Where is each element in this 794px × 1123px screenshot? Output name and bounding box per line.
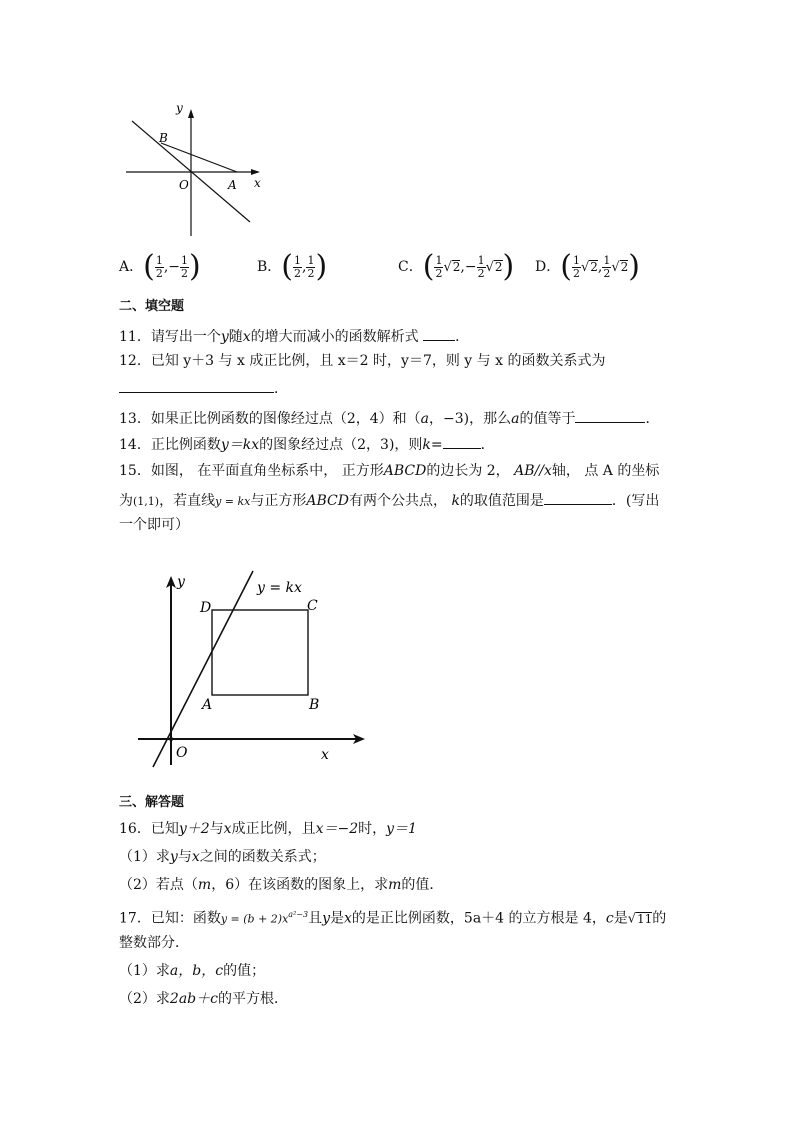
q17-root: 11	[637, 911, 653, 926]
question-17: 17．已知：函数$y = (b + 2)x^{a^2-3}$且y是x的是正比例函数，5a＋4 的立方根是 4，c是√11的	[119, 910, 667, 927]
option-c-x-root: 2	[452, 260, 461, 274]
q17-line1-a: 17．已知：函数	[119, 910, 221, 927]
question-16	[119, 820, 417, 838]
q16-sub2-m: m	[197, 877, 212, 893]
question-12-line-2	[119, 378, 288, 398]
question-13	[119, 408, 659, 428]
label-o: O	[176, 745, 188, 761]
q13-var-a: a	[420, 411, 429, 427]
q17-sub1-a: （1）求	[119, 963, 170, 979]
q14-text-b: 的图象经过点（2，3)，则	[259, 437, 423, 453]
q15-abcd: ABCD	[383, 463, 427, 479]
q17-line1-b: 且	[308, 910, 323, 927]
q16-line1-c: 成正比例，且	[231, 821, 316, 837]
option-d-x-root: 2	[590, 260, 598, 274]
q13-text-c: 的值等于	[519, 411, 576, 427]
label-x: x	[254, 176, 261, 190]
q11-end: ．	[455, 329, 470, 345]
label-y: y	[176, 101, 183, 115]
option-d-x-num: 1	[572, 253, 580, 267]
q11-answer-blank[interactable]	[423, 326, 455, 341]
option-d-y-root: 2	[620, 260, 629, 274]
option-b-x-num: 1	[294, 253, 302, 267]
q16-expr1: y＋2	[178, 821, 210, 837]
option-b-x-den: 2	[294, 266, 302, 280]
question-11	[119, 326, 469, 346]
label-x: x	[321, 747, 329, 763]
option-b-y-num: 1	[307, 253, 315, 267]
option-a[interactable]: A．( $\frac{1}{2}$ ,− $\frac{1}{2}$ )	[119, 249, 201, 284]
q14-answer-blank[interactable]	[443, 434, 481, 449]
label-o: O	[179, 178, 189, 192]
option-a-x-den: 2	[155, 266, 163, 280]
segment-b-a	[161, 143, 237, 172]
q16-sub1-c: 之间的函数关系式；	[199, 849, 326, 865]
q15-line2-c: 与正方形	[250, 493, 307, 509]
label-b: B	[159, 131, 168, 145]
q16-sub1-x: x	[191, 849, 200, 865]
q14-text-c: =	[430, 437, 443, 453]
q14-text-a: 14．正比例函数	[119, 437, 221, 453]
q17-line1-d: 的是正比例函数，5a＋4 的立方根是 4，	[351, 910, 606, 927]
label-a: A	[228, 178, 237, 192]
option-c[interactable]: C．( $\frac{1}{2}$ √2,− $\frac{1}{2}$ √2)	[398, 249, 515, 284]
q17-x: x	[344, 910, 352, 927]
option-c-x-den: 2	[435, 266, 443, 280]
q11-text-c: 的增大而减小的函数解析式	[250, 329, 424, 345]
label-line-y-kx: y = kx	[257, 580, 302, 596]
q15-line1-b: 的边长为 2，	[426, 463, 510, 479]
question-15-line-2	[119, 490, 659, 511]
q17-sub2-b: 的平方根．	[217, 991, 288, 1007]
q15-line2-a: 为	[119, 493, 133, 509]
question-17-line-2: 整数部分．	[119, 935, 189, 951]
q15-line2-e: 的取值范围是	[459, 493, 544, 509]
q16-sub1-y: y	[169, 849, 178, 865]
label-b: B	[309, 697, 320, 713]
option-d-y-num: 1	[603, 253, 611, 267]
option-a-x-num: 1	[155, 253, 163, 267]
option-a-y-num: 1	[181, 253, 189, 267]
q13-text-a: 13．如果正比例函数的图像经过点（2，4）和（	[119, 411, 421, 427]
figure-1-graph	[120, 98, 270, 240]
y-axis-arrow	[188, 109, 194, 118]
option-c-y-root: 2	[494, 260, 503, 274]
question-14	[119, 434, 495, 454]
q17-sub2-a: （2）求	[119, 991, 170, 1007]
option-c-letter: C．	[398, 259, 423, 275]
q14-var-k: k	[422, 437, 431, 453]
question-17-sub-2	[119, 990, 288, 1008]
q17-sub1-b: 的值；	[223, 963, 266, 979]
q15-line1-c: 轴， 点 A 的坐标	[551, 463, 660, 479]
option-c-y-den: 2	[477, 266, 485, 280]
q16-sub2-a: （2）若点（	[119, 877, 198, 893]
q15-abcd-2: ABCD	[306, 493, 349, 509]
q15-line1-a: 15．如图， 在平面直角坐标系中， 正方形	[119, 463, 384, 479]
q13-answer-blank[interactable]	[575, 408, 645, 423]
q13-text-b: ，−3)，那么	[429, 411, 512, 427]
q15-point: (1,1)	[133, 495, 160, 508]
option-d-letter: D．	[535, 259, 561, 275]
option-a-y-sign: −	[168, 259, 181, 275]
option-c-y-num: 1	[477, 253, 485, 267]
question-16-sub-1	[119, 848, 326, 866]
q16-sub1-a: （1）求	[119, 849, 170, 865]
q16-sub2-b: ，6）在该函数的图象上，求	[211, 877, 389, 893]
q17-sub1-vars: a，b，c	[169, 963, 224, 979]
figure-2-graph	[135, 565, 375, 775]
q14-end: ．	[480, 437, 495, 453]
option-c-x-num: 1	[435, 253, 443, 267]
q16-sub1-b: 与	[177, 849, 192, 865]
option-b-y-den: 2	[307, 266, 315, 280]
label-d: D	[200, 600, 212, 616]
option-b-letter: B．	[257, 259, 282, 275]
q17-exp: a²−3	[288, 910, 309, 919]
q16-sub2-c: 的值．	[401, 877, 444, 893]
q16-line1-b: 与	[209, 821, 224, 837]
q14-expr: y＝kx	[220, 437, 260, 453]
q15-line2-b: ，若直线	[159, 493, 216, 509]
label-y: y	[177, 574, 185, 590]
section-2-title: 二、填空题	[119, 299, 185, 314]
question-16-sub-2	[119, 876, 443, 894]
origin-point	[169, 737, 173, 741]
q16-line1-a: 16．已知	[119, 821, 179, 837]
q15-ab-parallel-x: AB//x	[514, 463, 552, 479]
q11-text-b: 随	[228, 329, 243, 345]
label-a: A	[202, 697, 213, 713]
q15-answer-blank[interactable]	[544, 490, 612, 505]
q17-c: c	[605, 910, 614, 927]
label-c: C	[307, 598, 318, 614]
q12-end: ．	[274, 381, 288, 397]
q12-line-1: 12．已知 y＋3 与 x 成正比例，且 x＝2 时，y＝7，则 y 与 x 的函数关系式为	[119, 353, 606, 369]
q16-line1-d: 时，	[358, 821, 387, 837]
q15-line2-f: ．(写出	[611, 493, 660, 509]
q17-sub2-expr: 2ab＋c	[169, 991, 218, 1007]
q17-y: y	[322, 910, 330, 927]
question-12	[119, 352, 605, 370]
option-a-y-den: 2	[181, 266, 189, 280]
option-a-letter: A．	[119, 259, 144, 275]
q17-func: y = (b + 2)x	[220, 912, 289, 926]
q16-expr2: x＝−2	[315, 821, 359, 837]
q16-var-x: x	[223, 821, 232, 837]
q17-line1-e: 是	[613, 910, 628, 927]
q15-expr: y = kx	[215, 495, 251, 508]
question-15	[119, 462, 659, 480]
q16-expr3: y＝1	[386, 821, 417, 837]
q17-line1-c: 是	[330, 910, 344, 927]
q11-var-x: x	[242, 329, 251, 345]
q16-sub2-m2: m	[388, 877, 402, 893]
option-c-y-sign: −	[464, 259, 477, 275]
option-d[interactable]: D．( $\frac{1}{2}$ √2, $\frac{1}{2}$ √2)	[535, 249, 640, 284]
q13-var-a2: a	[511, 411, 520, 427]
q17-line1-f: 的	[652, 910, 667, 927]
option-d-y-den: 2	[603, 266, 611, 280]
question-15-line-3: 一个即可）	[119, 517, 189, 533]
q15-line2-d: 有两个公共点，	[348, 493, 452, 509]
question-17-sub-1	[119, 962, 265, 980]
q11-text-a: 11．请写出一个	[119, 329, 221, 345]
q11-var-y: y	[220, 329, 229, 345]
section-3-title: 三、解答题	[119, 795, 185, 810]
option-d-x-den: 2	[572, 266, 580, 280]
q12-answer-blank[interactable]	[119, 378, 274, 393]
q15-k: k	[451, 493, 460, 509]
x-axis-arrow	[251, 169, 260, 175]
q13-end: ．	[645, 411, 660, 427]
option-b[interactable]: B．( $\frac{1}{2}$ , $\frac{1}{2}$ )	[257, 249, 328, 284]
